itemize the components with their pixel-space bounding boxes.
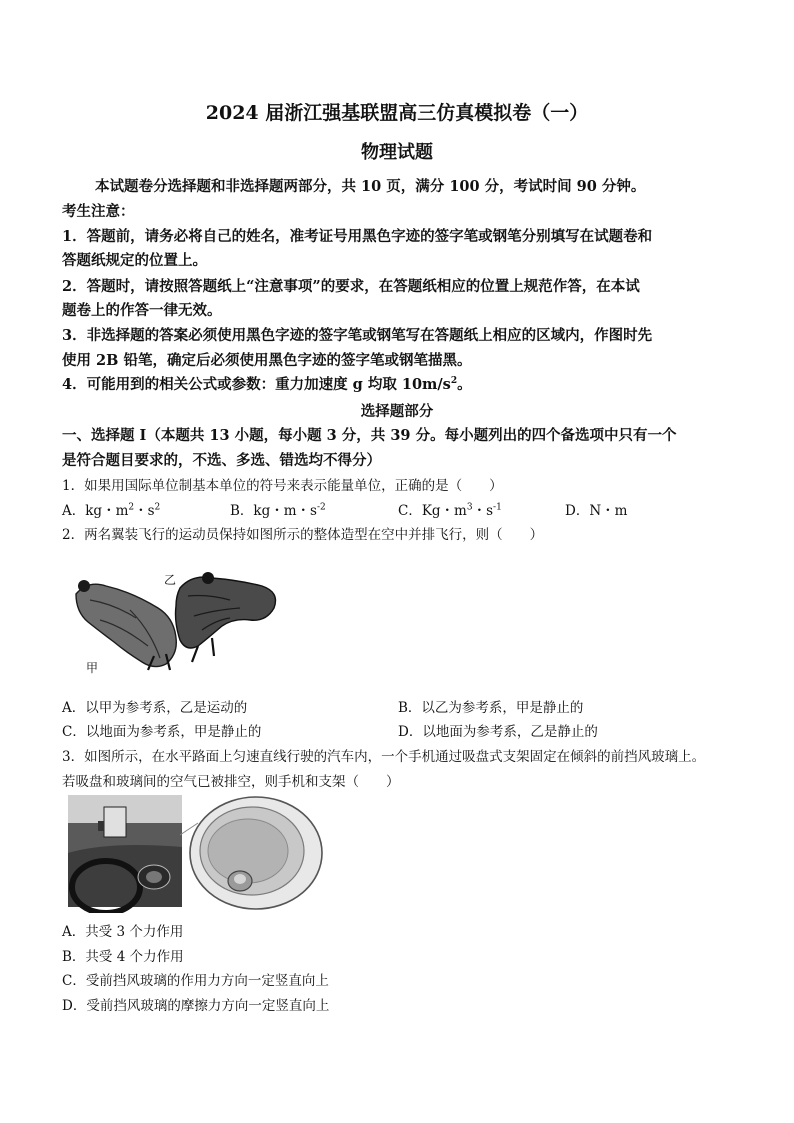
q2-option-b: B．以乙为参考系，甲是静止的 — [398, 700, 584, 716]
notice-item-3b: 使用 2B 铅笔，确定后必须使用黑色字迹的签字笔或钢笔描黑。 — [62, 352, 472, 369]
notice-item-4: 4．可能用到的相关公式或参数：重力加速度 g 均取 $10m/s^2$。 — [62, 376, 472, 393]
q3-stem-line2: 若吸盘和玻璃间的空气已被排空，则手机和支架（ ） — [62, 774, 400, 790]
q2-option-a: A．以甲为参考系，乙是运动的 — [62, 700, 248, 716]
q2-option-c: C．以地面为参考系，甲是静止的 — [62, 724, 262, 740]
phone-mount-figure — [68, 795, 324, 913]
section-heading-line1: 一、选择题 I（本题共 13 小题，每小题 3 分，共 39 分。每小题列出的四个备选项中只有一个 — [62, 427, 677, 444]
notice-item-3a: 3．非选择题的答案必须使用黑色字迹的签字笔或钢笔写在答题纸上相应的区域内，作图时先 — [62, 327, 653, 344]
q1-stem: 1．如果用国际单位制基本单位的符号来表示能量单位，正确的是（ ） — [62, 478, 503, 494]
q3-stem-line1: 3．如图所示，在水平路面上匀速直线行驶的汽车内，一个手机通过吸盘式支架固定在倾斜的前挡风玻璃上。 — [62, 749, 706, 765]
label-jia: 甲 — [86, 661, 99, 675]
notice-heading: 考生注意： — [62, 203, 135, 220]
q1-option-b: B．kg・m・$s^{-2}$ — [230, 502, 326, 519]
notice-item-2a: 2．答题时，请按照答题纸上“注意事项”的要求，在答题纸相应的位置上规范作答，在本试 — [62, 278, 640, 295]
wingsuit-figure — [70, 560, 290, 680]
section-heading-line2: 是符合题目要求的，不选、多选、错选均不得分） — [62, 452, 381, 469]
notice-item-2b: 题卷上的作答一律无效。 — [62, 302, 222, 319]
exam-subtitle: 物理试题 — [361, 142, 433, 163]
q2-option-d: D．以地面为参考系，乙是静止的 — [398, 724, 598, 740]
label-yi: 乙 — [164, 573, 177, 587]
q3-option-c: C．受前挡风玻璃的作用力方向一定竖直向上 — [62, 973, 329, 989]
q1-option-c: C．Kg・$m^3$・$s^{-1}$ — [398, 502, 502, 519]
q2-stem: 2．两名翼装飞行的运动员保持如图所示的整体造型在空中并排飞行，则（ ） — [62, 527, 544, 543]
q3-option-a: A．共受 3 个力作用 — [62, 924, 184, 940]
section-title: 选择题部分 — [360, 403, 434, 420]
q1-option-a: A．kg・$m^2$・$s^2$ — [62, 502, 161, 519]
exam-intro: 本试题卷分选择题和非选择题两部分，共 10 页，满分 100 分，考试时间 90 分钟。 — [95, 178, 646, 195]
q3-option-d: D．受前挡风玻璃的摩擦力方向一定竖直向上 — [62, 998, 330, 1014]
notice-item-1b: 答题纸规定的位置上。 — [62, 252, 207, 269]
q1-option-d: D．N・m — [565, 503, 628, 519]
q3-option-b: B．共受 4 个力作用 — [62, 949, 184, 965]
exam-title: 2024 届浙江强基联盟高三仿真模拟卷（一） — [205, 102, 589, 124]
notice-item-1a: 1．答题前，请务必将自己的姓名，准考证号用黑色字迹的签字笔或钢笔分别填写在试题卷和 — [62, 228, 653, 245]
